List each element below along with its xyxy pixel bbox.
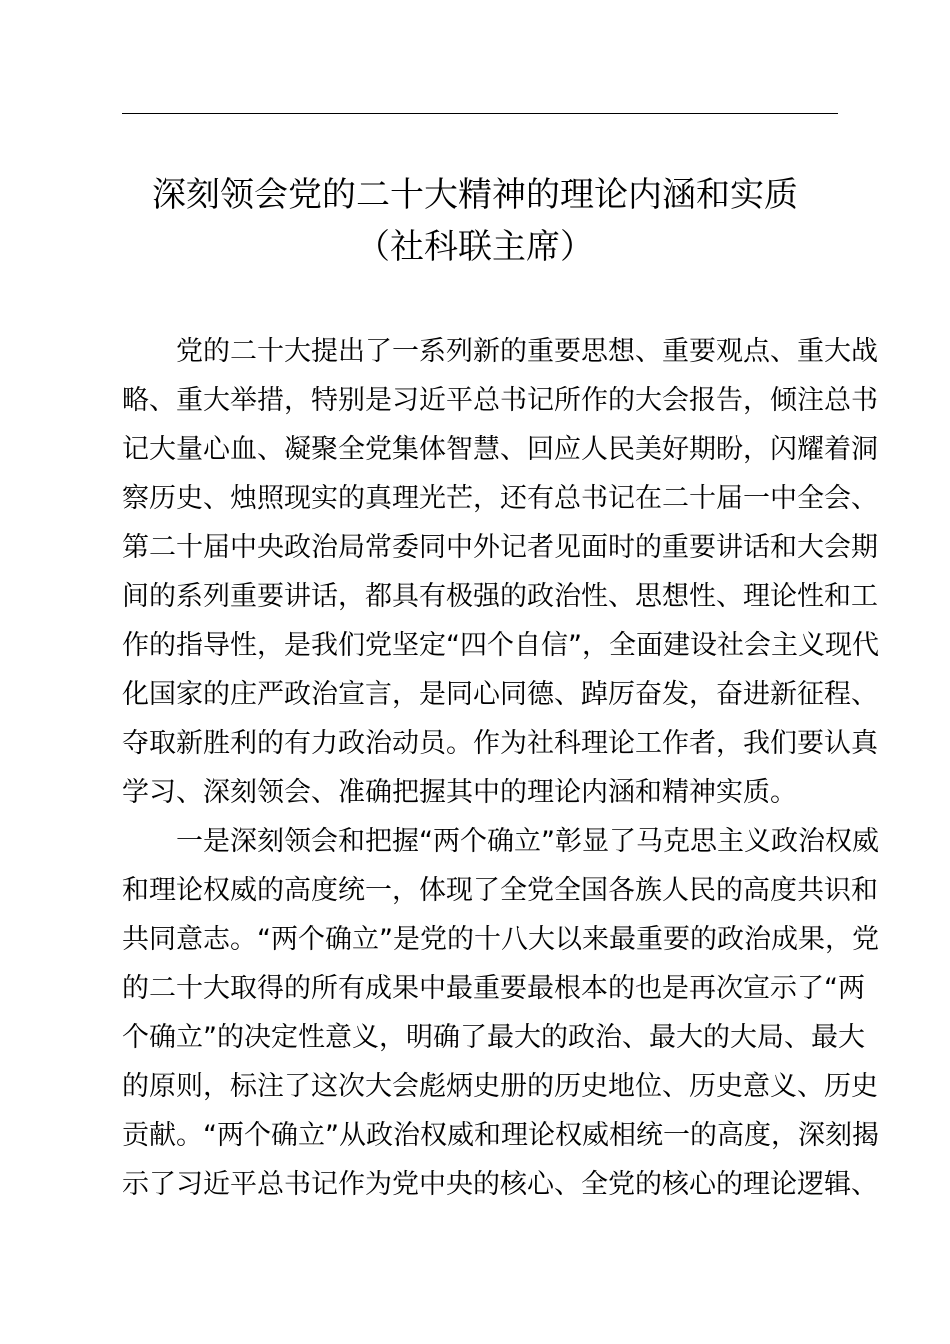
paragraph-1-line: 作的指导性，是我们党坚定“四个自信”，全面建设社会主义现代	[122, 630, 879, 661]
paragraph-1-line: 化国家的庄严政治宣言，是同心同德、踔厉奋发，奋进新征程、	[122, 679, 878, 710]
document-title: 深刻领会党的二十大精神的理论内涵和实质	[152, 175, 798, 215]
paragraph-1-line: 第二十届中央政治局常委同中外记者见面时的重要讲话和大会期	[122, 532, 878, 563]
document-subtitle: （社科联主席）	[356, 227, 594, 267]
paragraph-1-line: 记大量心血、凝聚全党集体智慧、回应人民美好期盼，闪耀着洞	[122, 434, 878, 465]
paragraph-2-line: 和理论权威的高度统一，体现了全党全国各族人民的高度共识和	[122, 875, 878, 906]
paragraph-2-line: 示了习近平总书记作为党中央的核心、全党的核心的理论逻辑、	[122, 1169, 878, 1200]
paragraph-1-line: 略、重大举措，特别是习近平总书记所作的大会报告，倾注总书	[122, 385, 878, 416]
paragraph-2-line: 个确立”的决定性意义，明确了最大的政治、最大的大局、最大	[122, 1022, 865, 1053]
header-rule	[122, 113, 838, 114]
paragraph-2-line: 的原则，标注了这次大会彪炳史册的历史地位、历史意义、历史	[122, 1071, 878, 1102]
paragraph-2-line: 共同意志。“两个确立”是党的十八大以来最重要的政治成果，党	[122, 924, 879, 955]
paragraph-2-line: 贡献。“两个确立”从政治权威和理论权威相统一的高度，深刻揭	[122, 1120, 879, 1151]
paragraph-1-line: 夺取新胜利的有力政治动员。作为社科理论工作者，我们要认真	[122, 728, 878, 759]
paragraph-2-line: 的二十大取得的所有成果中最重要最根本的也是再次宣示了“两	[122, 973, 865, 1004]
paragraph-1-line: 察历史、烛照现实的真理光芒，还有总书记在二十届一中全会、	[122, 483, 878, 514]
paragraph-1-line: 学习、深刻领会、准确把握其中的理论内涵和精神实质。	[122, 777, 797, 808]
paragraph-2-line: 一是深刻领会和把握“两个确立”彰显了马克思主义政治权威	[176, 826, 879, 857]
document-body	[122, 327, 879, 1209]
paragraph-1-line: 党的二十大提出了一系列新的重要思想、重要观点、重大战	[176, 336, 878, 367]
paragraph-1-line: 间的系列重要讲话，都具有极强的政治性、思想性、理论性和工	[122, 581, 878, 612]
